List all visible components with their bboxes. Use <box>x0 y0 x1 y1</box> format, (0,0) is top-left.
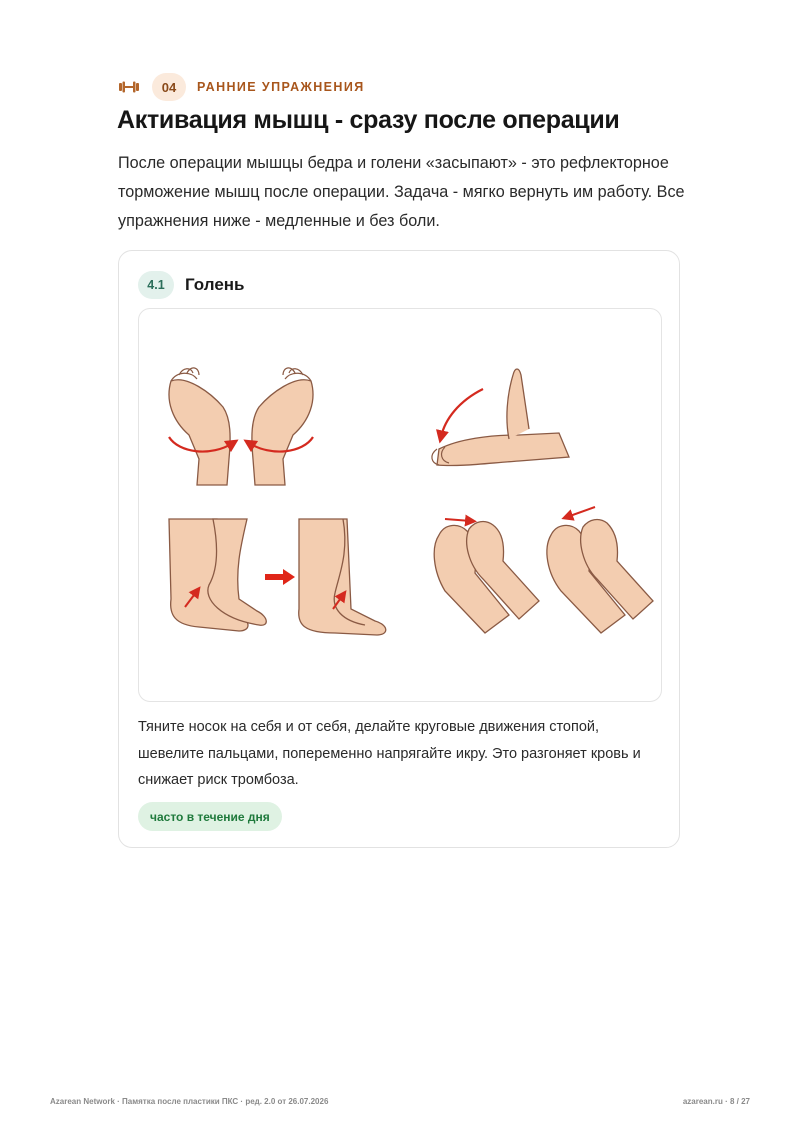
calf-raise-illustration <box>169 519 386 635</box>
card-title: Голень <box>185 275 245 294</box>
card-header <box>138 271 245 299</box>
foot-flexion-illustration <box>432 369 569 466</box>
ankle-rotation-illustration <box>169 368 313 485</box>
exercise-description: Тяните носок на себя и от себя, делайте круговые движения стопой, шевелите пальцами, попеременно напрягайте икру. Это разгоняет кровь и снижает риск тромбоза. <box>138 719 641 788</box>
section-label: РАННИЕ УПРАЖНЕНИЯ <box>197 80 365 94</box>
exercise-card <box>118 250 680 848</box>
footer-page-number: azarean.ru · 8 / 27 <box>682 1097 750 1106</box>
section-header <box>118 72 365 102</box>
exercise-illustration <box>138 308 662 702</box>
dumbbell-icon <box>118 80 140 94</box>
section-number: 04 <box>152 73 186 101</box>
frequency-badge: часто в течение дня <box>138 802 282 831</box>
page-title: Активация мышц - сразу после операции <box>117 106 620 134</box>
card-number: 4.1 <box>138 271 174 299</box>
intro-paragraph: После операции мышцы бедра и голени «засыпают» - это рефлекторное торможение мышц после операции. Задача - мягко вернуть им работу. Все упражнения ниже - медленные и без боли. <box>118 154 685 230</box>
footer-document-info: Azarean Network · Памятка после пластики ПКС · ред. 2.0 от 26.07.2026 <box>50 1097 329 1106</box>
toe-curl-illustration <box>434 507 653 633</box>
